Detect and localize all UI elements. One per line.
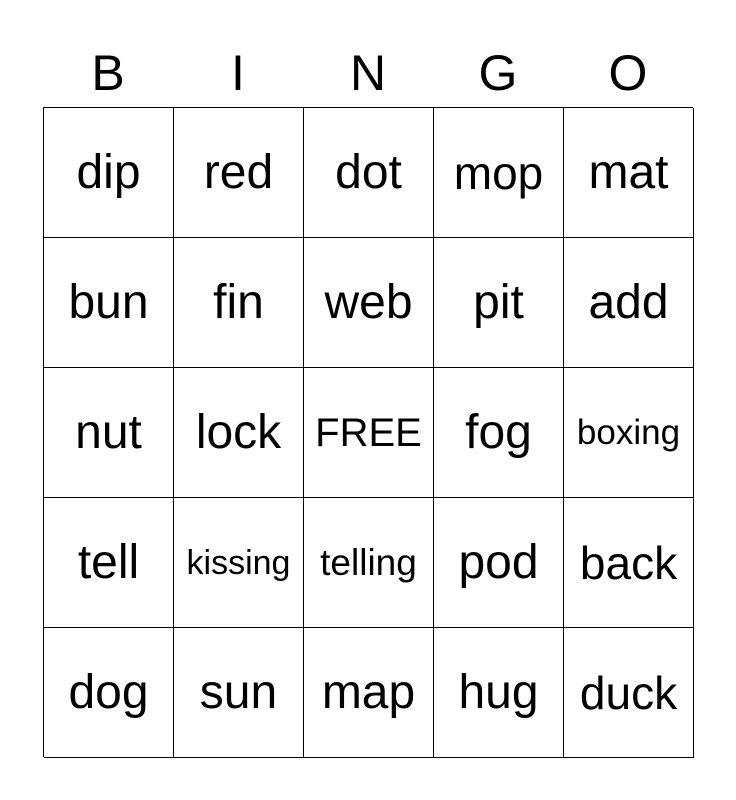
bingo-cell[interactable]: mop: [434, 108, 564, 238]
header-letter-o: O: [608, 45, 648, 101]
bingo-cell[interactable]: nut: [44, 368, 174, 498]
bingo-header: [43, 40, 693, 106]
bingo-board: [43, 107, 693, 757]
bingo-cell[interactable]: lock: [174, 368, 304, 498]
header-letter-b: B: [91, 45, 125, 101]
header-letter-g: G: [478, 45, 518, 101]
bingo-cell[interactable]: red: [174, 108, 304, 238]
bingo-cell[interactable]: tell: [44, 498, 174, 628]
header-letter-n: N: [349, 45, 387, 101]
bingo-cell[interactable]: pit: [434, 238, 564, 368]
bingo-cell[interactable]: hug: [434, 628, 564, 758]
bingo-cell[interactable]: map: [304, 628, 434, 758]
bingo-cell[interactable]: web: [304, 238, 434, 368]
bingo-cell[interactable]: sun: [174, 628, 304, 758]
bingo-cell[interactable]: fog: [434, 368, 564, 498]
bingo-cell[interactable]: pod: [434, 498, 564, 628]
free-space-cell[interactable]: FREE: [304, 368, 434, 498]
bingo-cell[interactable]: dog: [44, 628, 174, 758]
bingo-cell[interactable]: dip: [44, 108, 174, 238]
bingo-cell[interactable]: add: [564, 238, 694, 368]
bingo-cell[interactable]: mat: [564, 108, 694, 238]
bingo-cell[interactable]: duck: [564, 628, 694, 758]
bingo-cell[interactable]: telling: [304, 498, 434, 628]
bingo-cell[interactable]: kissing: [174, 498, 304, 628]
bingo-cell[interactable]: boxing: [564, 368, 694, 498]
header-letter-i: I: [231, 45, 245, 101]
bingo-cell[interactable]: back: [564, 498, 694, 628]
bingo-cell[interactable]: dot: [304, 108, 434, 238]
bingo-cell[interactable]: bun: [44, 238, 174, 368]
bingo-cell[interactable]: fin: [174, 238, 304, 368]
